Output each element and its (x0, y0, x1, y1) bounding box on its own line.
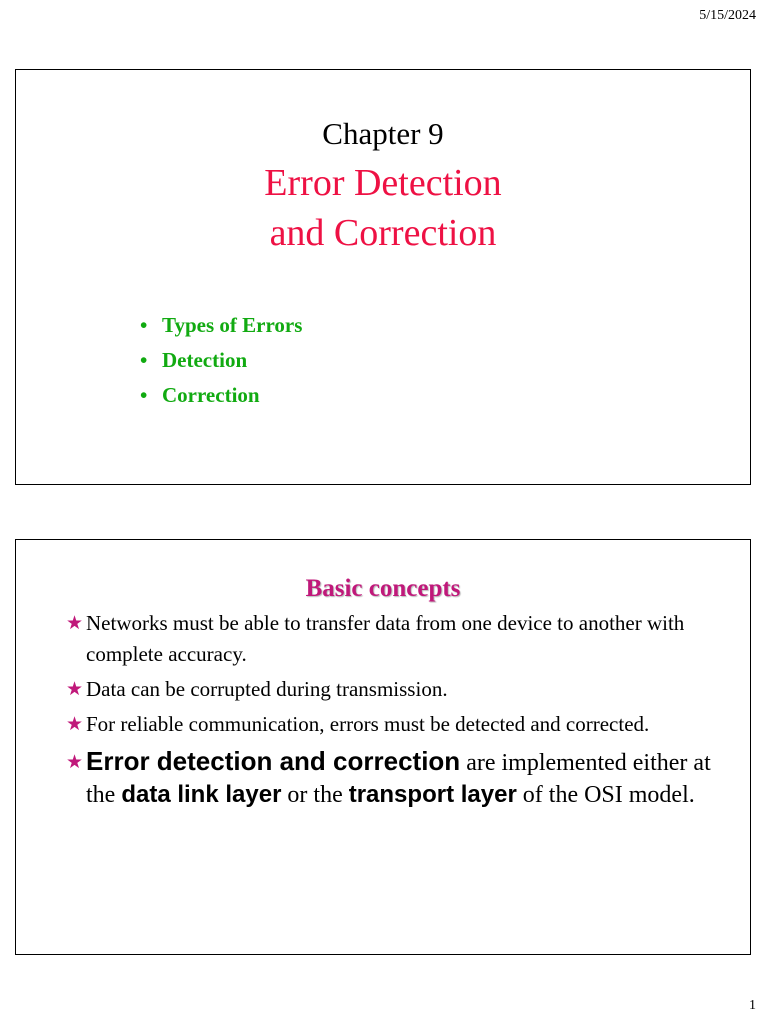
bullet-icon: • (140, 348, 148, 372)
emphasis-lead: Error detection and correction (86, 746, 461, 776)
emphasis-transport-layer: transport layer (348, 781, 517, 808)
concept-text: Data can be corrupted during transmission. (86, 677, 448, 701)
star-icon: ★ (66, 678, 84, 700)
topic-item (140, 378, 302, 413)
topic-item (140, 308, 302, 343)
bullet-icon: • (140, 313, 148, 337)
topic-label: Correction (162, 383, 260, 407)
concept-text: Networks must be able to transfer data from one device to another with complete accuracy. (86, 611, 685, 666)
page-number: 1 (749, 998, 756, 1013)
bullet-icon: • (140, 383, 148, 407)
concept-item (64, 674, 724, 705)
topic-label: Types of Errors (162, 313, 303, 337)
topic-label: Detection (162, 348, 248, 372)
chapter-title (16, 158, 750, 258)
concept-text: of the OSI model. (516, 782, 695, 808)
slide-basic-concepts (15, 539, 751, 955)
concept-item-emphasis (64, 746, 724, 811)
concept-item (64, 608, 724, 670)
chapter-title-line-2: and Correction (269, 212, 497, 254)
concept-text: are implemented either at the (86, 750, 711, 808)
star-icon: ★ (66, 713, 84, 735)
topic-item (140, 343, 302, 378)
star-icon: ★ (66, 751, 84, 773)
concept-text: or the (281, 782, 349, 808)
star-icon: ★ (66, 612, 84, 634)
section-heading: Basic concepts (305, 575, 461, 602)
chapter-title-line-1: Error Detection (264, 162, 502, 204)
chapter-label: Chapter 9 (322, 116, 444, 151)
page-date: 5/15/2024 (699, 8, 756, 23)
slide-title (15, 69, 751, 485)
concepts-list (64, 608, 724, 815)
emphasis-data-link-layer: data link layer (121, 781, 282, 808)
topic-list (140, 308, 302, 413)
concept-text: For reliable communication, errors must be detected and corrected. (86, 712, 650, 736)
concept-item (64, 709, 724, 740)
